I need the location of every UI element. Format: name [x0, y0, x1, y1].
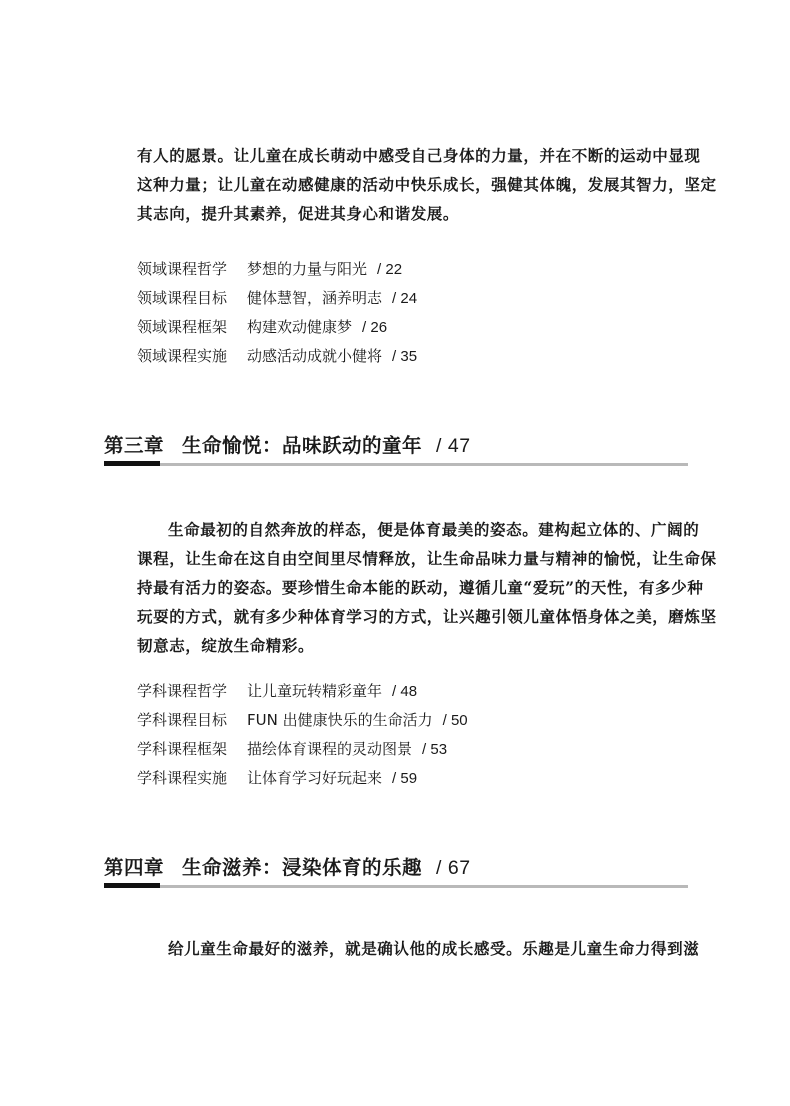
toc-label: 领域课程哲学 [137, 260, 228, 278]
chapter-rule-dark [104, 883, 160, 888]
toc-page: / 24 [392, 290, 418, 307]
toc-page: / 22 [377, 261, 403, 278]
toc-title: 构建欢动健康梦 [247, 318, 353, 336]
toc-list-domain [137, 255, 417, 371]
chapter-rule-dark [104, 461, 160, 466]
paragraph-line: 韧意志，绽放生命精彩。 [137, 636, 315, 655]
toc-entry[interactable] [137, 735, 468, 764]
toc-entry[interactable] [137, 255, 417, 284]
toc-label: 领域课程目标 [137, 289, 228, 307]
toc-page: / 59 [392, 770, 418, 787]
toc-title: FUN 出健康快乐的生命活力 [247, 711, 433, 729]
toc-title: 描绘体育课程的灵动图景 [247, 740, 413, 758]
chapter-rule-gray [160, 463, 688, 466]
toc-label: 学科课程框架 [137, 740, 228, 758]
toc-page: / 53 [422, 741, 448, 758]
paragraph-line: 有人的愿景。让儿童在成长萌动中感受自己身体的力量，并在不断的运动中显现 [137, 146, 701, 165]
toc-label: 领域课程实施 [137, 347, 228, 365]
chapter-number: 第四章 [104, 856, 165, 879]
toc-page: / 48 [392, 683, 418, 700]
toc-entry[interactable] [137, 677, 468, 706]
paragraph-line: 给儿童生命最好的滋养，就是确认他的成长感受。乐趣是儿童生命力得到滋 [168, 939, 700, 958]
toc-entry[interactable] [137, 313, 417, 342]
chapter3-paragraph [137, 515, 717, 660]
paragraph-line: 课程，让生命在这自由空间里尽情释放，让生命品味力量与精神的愉悦，让生命保 [137, 549, 717, 568]
toc-page: / 35 [392, 348, 418, 365]
chapter-rule-gray [160, 885, 688, 888]
toc-label: 学科课程实施 [137, 769, 228, 787]
toc-label: 学科课程目标 [137, 711, 228, 729]
toc-entry[interactable] [137, 284, 417, 313]
paragraph-line: 其志向，提升其素养，促进其身心和谐发展。 [137, 204, 460, 223]
chapter-heading-4[interactable] [104, 852, 688, 892]
paragraph-line: 生命最初的自然奔放的样态，便是体育最美的姿态。建构起立体的、广阔的 [168, 520, 700, 539]
toc-entry[interactable] [137, 342, 417, 371]
chapter-heading-3[interactable] [104, 430, 688, 470]
chapter-name: 生命滋养：浸染体育的乐趣 [182, 856, 423, 879]
toc-title: 让儿童玩转精彩童年 [247, 682, 383, 700]
toc-label: 学科课程哲学 [137, 682, 228, 700]
toc-page: / 50 [442, 712, 468, 729]
chapter-page: / 47 [436, 435, 471, 457]
toc-title: 健体慧智，涵养明志 [247, 289, 383, 307]
toc-title: 动感活动成就小健将 [247, 347, 383, 365]
intro-paragraph [137, 141, 717, 228]
toc-title: 让体育学习好玩起来 [247, 769, 383, 787]
chapter4-paragraph [137, 934, 700, 963]
toc-page: / 26 [362, 319, 388, 336]
toc-label: 领域课程框架 [137, 318, 228, 336]
chapter-title [104, 852, 471, 880]
paragraph-line: 玩耍的方式，就有多少种体育学习的方式，让兴趣引领儿童体悟身体之美，磨炼坚 [137, 607, 717, 626]
toc-entry[interactable] [137, 764, 468, 793]
chapter-name: 生命愉悦：品味跃动的童年 [182, 434, 423, 457]
toc-entry[interactable] [137, 706, 468, 735]
toc-list-subject [137, 677, 468, 793]
paragraph-line: 持最有活力的姿态。要珍惜生命本能的跃动，遵循儿童“爱玩”的天性，有多少种 [137, 578, 704, 597]
chapter-title [104, 430, 471, 458]
chapter-number: 第三章 [104, 434, 165, 457]
toc-title: 梦想的力量与阳光 [247, 260, 368, 278]
paragraph-line: 这种力量；让儿童在动感健康的活动中快乐成长，强健其体魄，发展其智力，坚定 [137, 175, 717, 194]
chapter-page: / 67 [436, 857, 471, 879]
